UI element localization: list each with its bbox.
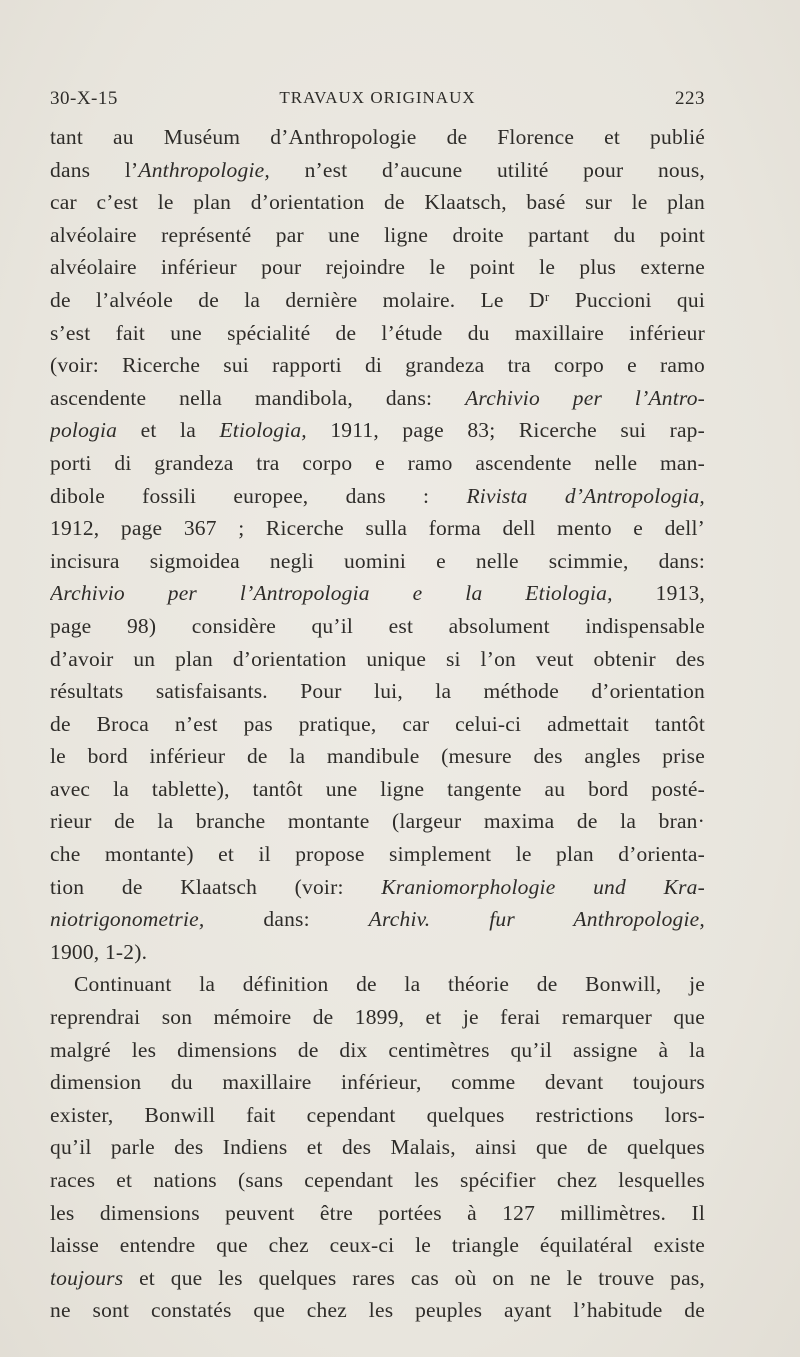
- text-line: [50, 577, 705, 610]
- text-span: s’est fait une spécialité de l’étude du maxillaire inférieur: [50, 320, 705, 345]
- text-span: ne sont constatés que chez les peuples ayant l’habitude de: [50, 1298, 705, 1323]
- text-line: [50, 121, 705, 154]
- text-line: [50, 643, 705, 676]
- text-line: [50, 708, 705, 741]
- text-line: [50, 1197, 705, 1230]
- text-line: [50, 1066, 705, 1099]
- text-span: Continuant la définition de la théorie de Bonwill, je: [74, 972, 705, 997]
- italic-text: Anthropologie,: [138, 157, 270, 182]
- italic-text: Etiologia,: [219, 418, 307, 443]
- text-span: alvéolaire représenté par une ligne droite partant du point: [50, 222, 705, 247]
- text-line: [50, 903, 705, 936]
- body-text: [50, 121, 705, 1327]
- text-line: [50, 1099, 705, 1132]
- text-line: [50, 219, 705, 252]
- text-line: [50, 1229, 705, 1262]
- text-line: [50, 545, 705, 578]
- text-line: [50, 936, 705, 969]
- header-date: 30-X-15: [50, 88, 118, 109]
- text-span: ascendente nella mandibola, dans:: [50, 385, 466, 410]
- text-span: et que les quelques rares cas où on ne le trouve pas,: [123, 1265, 705, 1290]
- text-line: [50, 1034, 705, 1067]
- italic-text: toujours: [50, 1265, 124, 1290]
- text-span: 1900, 1-2).: [50, 939, 148, 964]
- text-span: dans:: [204, 907, 369, 932]
- text-line: [50, 1131, 705, 1164]
- text-line: [50, 512, 705, 545]
- text-span: de Broca n’est pas pratique, car celui-ci admettait tantôt: [50, 711, 705, 736]
- text-span: 1911, page 83; Ricerche sui rap-: [306, 418, 705, 443]
- text-line: [50, 154, 705, 187]
- page-number: 223: [675, 88, 705, 109]
- text-span: et la: [117, 418, 220, 443]
- text-span: rieur de la branche montante (largeur maxima de la bran·: [50, 809, 705, 834]
- text-line: [50, 480, 705, 513]
- text-span: 1912, page 367 ; Ricerche sulla forma dell mento e dell’: [50, 516, 705, 541]
- text-line: [50, 414, 705, 447]
- text-span: alvéolaire inférieur pour rejoindre le point le plus externe: [50, 255, 705, 280]
- text-line: [50, 349, 705, 382]
- text-line: [50, 805, 705, 838]
- text-line: [50, 871, 705, 904]
- text-span: dimension du maxillaire inférieur, comme devant toujours: [50, 1070, 705, 1095]
- text-span: les dimensions peuvent être portées à 127 millimètres. Il: [50, 1200, 705, 1225]
- italic-text: Archivio per l’Antro-: [465, 385, 705, 410]
- text-line: [50, 773, 705, 806]
- text-span: porti di grandeza tra corpo e ramo ascendente nelle man-: [50, 450, 705, 475]
- italic-text: Rivista d’Antropologia,: [466, 483, 705, 508]
- text-line: [50, 1001, 705, 1034]
- text-line: [50, 968, 705, 1001]
- text-span: n’est d’aucune utilité pour nous,: [269, 157, 705, 182]
- italic-text: Archiv. fur Anthropologie,: [368, 907, 705, 932]
- italic-text: pologia: [50, 418, 118, 443]
- text-line: [50, 317, 705, 350]
- text-line: [50, 251, 705, 284]
- text-span: 1913,: [612, 581, 705, 606]
- text-line: [50, 610, 705, 643]
- text-span: de l’alvéole de la dernière molaire. Le Dʳ Puccioni qui: [50, 287, 705, 312]
- running-header: [50, 88, 705, 114]
- text-line: [50, 675, 705, 708]
- text-line: [50, 186, 705, 219]
- text-line: [50, 1262, 705, 1295]
- text-line: [50, 1164, 705, 1197]
- text-span: avec la tablette), tantôt une ligne tangente au bord posté-: [50, 776, 705, 801]
- italic-text: niotrigonometrie,: [50, 907, 205, 932]
- text-span: malgré les dimensions de dix centimètres qu’il assigne à la: [50, 1037, 705, 1062]
- text-span: reprendrai son mémoire de 1899, et je ferai remarquer que: [50, 1005, 705, 1030]
- text-span: dibole fossili europee, dans :: [50, 483, 467, 508]
- text-span: races et nations (sans cependant les spécifier chez lesquelles: [50, 1168, 705, 1192]
- text-span: dans l’: [50, 157, 139, 182]
- text-span: exister, Bonwill fait cependant quelques restrictions lors-: [50, 1102, 705, 1127]
- text-line: [50, 382, 705, 415]
- text-line: [50, 838, 705, 871]
- text-line: [50, 447, 705, 480]
- text-span: che montante) et il propose simplement le plan d’orienta-: [50, 842, 705, 867]
- text-line: [50, 284, 705, 317]
- header-title: TRAVAUX ORIGINAUX: [279, 88, 476, 107]
- text-span: car c’est le plan d’orientation de Klaatsch, basé sur le plan: [50, 190, 705, 215]
- text-span: tant au Muséum d’Anthropologie de Florence et publié: [50, 125, 705, 149]
- text-span: incisura sigmoidea negli uomini e nelle scimmie, dans:: [50, 548, 705, 573]
- text-span: page 98) considère qu’il est absolument indispensable: [50, 613, 705, 638]
- text-span: (voir: Ricerche sui rapporti di grandeza tra corpo e ramo: [50, 353, 705, 378]
- text-line: [50, 740, 705, 773]
- text-span: tion de Klaatsch (voir:: [50, 874, 382, 899]
- italic-text: Archivio per l’Antropologia e la Etiologia,: [50, 581, 613, 606]
- text-line: [50, 1294, 705, 1327]
- italic-text: Kraniomorphologie und Kra-: [381, 874, 705, 899]
- text-span: le bord inférieur de la mandibule (mesure des angles prise: [50, 744, 705, 769]
- text-span: résultats satisfaisants. Pour lui, la méthode d’orientation: [50, 679, 705, 704]
- text-span: qu’il parle des Indiens et des Malais, ainsi que de quelques: [50, 1135, 705, 1160]
- text-span: d’avoir un plan d’orientation unique si l’on veut obtenir des: [50, 646, 705, 671]
- text-span: laisse entendre que chez ceux-ci le triangle équilatéral existe: [50, 1233, 705, 1258]
